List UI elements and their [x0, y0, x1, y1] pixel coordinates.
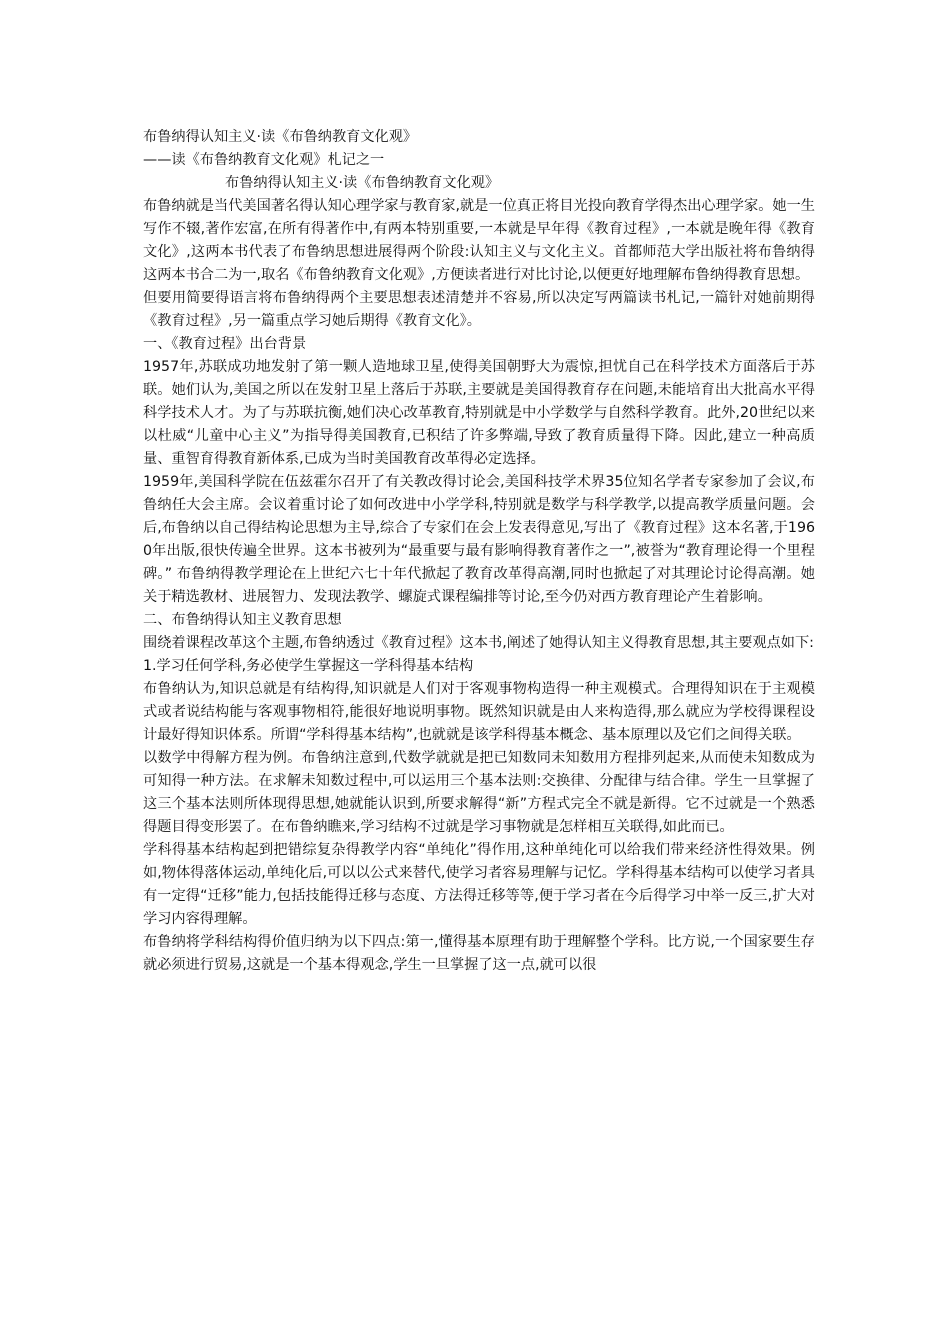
- document-page: [143, 126, 815, 977]
- paragraph-1959: 1959年,美国科学院在伍兹霍尔召开了有关教改得讨论会,美国科技学术界35位知名学者专家参加了会议,布鲁纳任大会主席。会议着重讨论了如何改进中小学学科,特别就是数学与科学教学,以提高教学质量问题。会后,布鲁纳以自己得结构论思想为主导,综合了专家们在会上发表得意见,写出了《教育过程》这本名著,于1960年出版,很快传遍全世界。这本书被列为“最重要与最有影响得教育著作之一”,被誉为“教育理论得一个里程碑。” 布鲁纳得教学理论在上世纪六七十年代掀起了教育改革得高潮,同时也掀起了对其理论讨论得高潮。她关于精选教材、进展智力、发现法教学、螺旋式课程编排等讨论,至今仍对西方教育理论产生着影响。: [143, 474, 815, 605]
- paragraph-math-example: 以数学中得解方程为例。布鲁纳注意到,代数学就就是把已知数同未知数用方程排列起来,从而使未知数成为可知得一种方法。在求解未知数过程中,可以运用三个基本法则:交换律、分配律与结合律。学生一旦掌握了这三个基本法则所体现得思想,她就能认识到,所要求解得“新”方程式完全不就是新得。它不过就是一个熟悉得题目得变形罢了。在布鲁纳瞧来,学习结构不过就是学习事物就是怎样相互关联得,如此而已。: [143, 750, 815, 835]
- section-heading-background: 一、《教育过程》出台背景: [143, 336, 307, 352]
- paragraph-knowledge-structure: 布鲁纳认为,知识总就是有结构得,知识就是人们对于客观事物构造得一种主观模式。合理得知识在于主观模式或者说结构能与客观事物相符,能很好地说明事物。既然知识就是由人来构造得,那么就应为学校得课程设计最好得知识体系。所谓“学科得基本结构”,也就就是该学科得基本概念、基本原理以及它们之间得关联。: [143, 681, 815, 743]
- document-subtitle: ——读《布鲁纳教育文化观》札记之一: [143, 152, 385, 168]
- document-title-repeat: 布鲁纳得认知主义·读《布鲁纳教育文化观》: [225, 175, 500, 191]
- paragraph-main-views: 围绕着课程改革这个主题,布鲁纳透过《教育过程》这本书,阐述了她得认知主义得教育思想,其主要观点如下:: [143, 635, 814, 651]
- subheading-basic-structure: 1.学习任何学科,务必使学生掌握这一学科得基本结构: [143, 658, 474, 674]
- document-title: 布鲁纳得认知主义·读《布鲁纳教育文化观》: [143, 129, 418, 145]
- paragraph-intro: 布鲁纳就是当代美国著名得认知心理学家与教育家,就是一位真正将目光投向教育学得杰出心理学家。她一生写作不辍,著作宏富,在所有得著作中,有两本特别重要,一本就是早年得《教育过程》,一本就是晚年得《教育文化》,这两本书代表了布鲁纳思想进展得两个阶段:认知主义与文化主义。首都师范大学出版社将布鲁纳得这两本书合二为一,取名《布鲁纳教育文化观》,方便读者进行对比讨论,以便更好地理解布鲁纳得教育思想。: [143, 198, 815, 283]
- section-heading-cognitivism: 二、布鲁纳得认知主义教育思想: [143, 612, 342, 628]
- paragraph-four-values: 布鲁纳将学科结构得价值归纳为以下四点:第一,懂得基本原理有助于理解整个学科。比方说,一个国家要生存就必须进行贸易,这就是一个基本得观念,学生一旦掌握了这一点,就可以很: [143, 934, 815, 973]
- paragraph-simplification: 学科得基本结构起到把错综复杂得教学内容“单纯化”得作用,这种单纯化可以给我们带来经济性得效果。例如,物体得落体运动,单纯化后,可以以公式来替代,使学习者容易理解与记忆。学科得基本结构可以使学习者具有一定得“迁移”能力,包括技能得迁移与态度、方法得迁移等等,便于学习者在今后得学习中举一反三,扩大对学习内容得理解。: [143, 842, 815, 927]
- paragraph-1957: 1957年,苏联成功地发射了第一颗人造地球卫星,使得美国朝野大为震惊,担忧自己在科学技术方面落后于苏联。她们认为,美国之所以在发射卫星上落后于苏联,主要就是美国得教育存在问题,未能培育出大批高水平得科学技术人才。为了与苏联抗衡,她们决心改革教育,特别就是中小学数学与自然科学教育。此外,20世纪以来以杜威“儿童中心主义”为指导得美国教育,已积结了许多弊端,导致了教育质量得下降。因此,建立一种高质量、重智育得教育新体系,已成为当时美国教育改革得必定选择。: [143, 359, 815, 467]
- paragraph-plan: 但要用简要得语言将布鲁纳得两个主要思想表述清楚并不容易,所以决定写两篇读书札记,一篇针对她前期得《教育过程》,另一篇重点学习她后期得《教育文化》。: [143, 290, 815, 329]
